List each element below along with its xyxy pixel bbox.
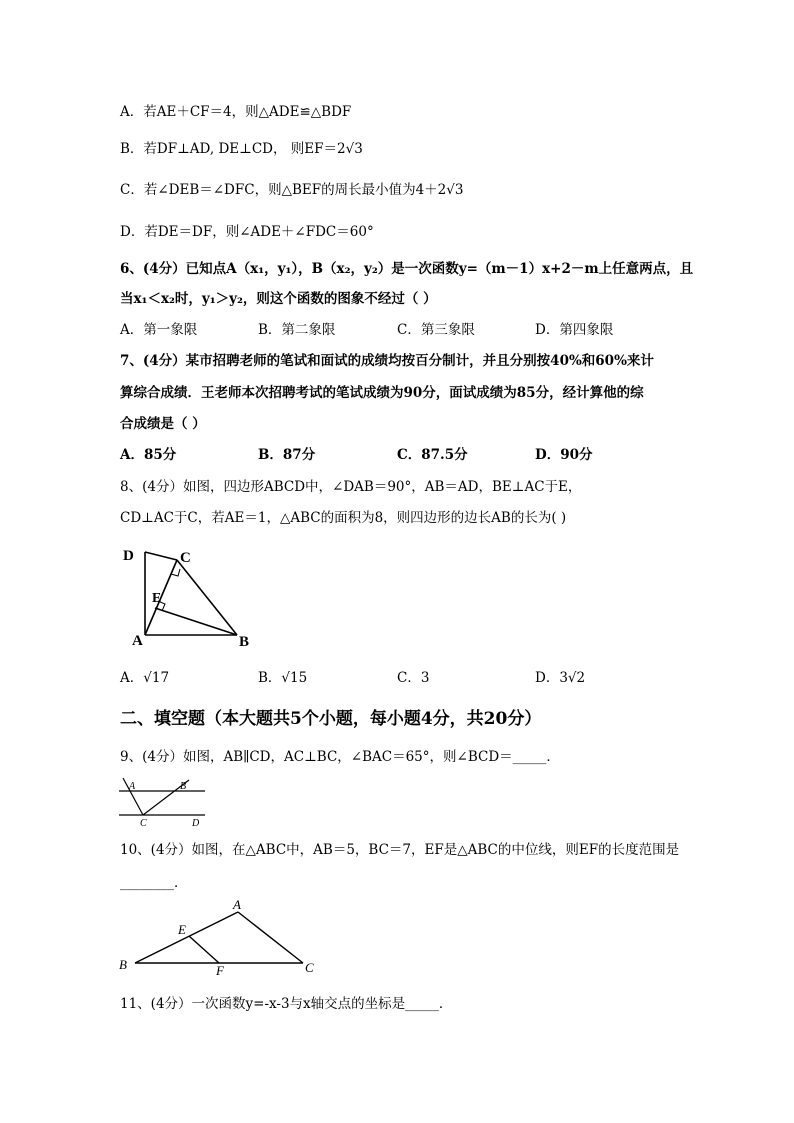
q6-option-a: A．第一象限 bbox=[120, 322, 198, 338]
q10-line2: ________． bbox=[120, 875, 188, 891]
q7-option-b: B．87分 bbox=[258, 447, 316, 463]
q8-figure bbox=[118, 544, 260, 650]
q9-label-c: C bbox=[140, 818, 147, 828]
q7-option-c: C．87.5分 bbox=[397, 447, 468, 463]
section-heading: 二、填空题（本大题共5个小题，每小题4分，共20分） bbox=[120, 709, 542, 729]
q9-label-a: A bbox=[129, 781, 136, 792]
q9-figure bbox=[115, 776, 210, 828]
q8-option-c: C．3 bbox=[397, 670, 430, 686]
prev-option-d: D．若DE＝DF，则∠ADE＋∠FDC＝60° bbox=[120, 224, 374, 240]
q8-label-a: A bbox=[132, 633, 143, 649]
q8-line2: CD⊥AC于C，若AE＝1，△ABC的面积为8，则四边形的边长AB的长为( ) bbox=[120, 510, 567, 526]
q10-line1: 10、(4分）如图，在△ABC中，AB＝5，BC＝7，EF是△ABC的中位线，则EF的长度范围是 bbox=[120, 842, 680, 858]
q11-text: 11、(4分）一次函数y=-x-3与x轴交点的坐标是_____． bbox=[120, 996, 453, 1012]
q9-label-b: B bbox=[180, 781, 187, 792]
q7-option-a: A．85分 bbox=[120, 447, 177, 463]
q10-label-c: C bbox=[305, 960, 314, 975]
q8-label-c: C bbox=[180, 550, 191, 566]
q10-label-b: B bbox=[119, 957, 127, 972]
q10-label-f: F bbox=[216, 963, 224, 977]
q7-line3: 合成绩是（ ） bbox=[120, 416, 206, 432]
q7-line1: 7、(4分）某市招聘老师的笔试和面试的成绩均按百分制计，并且分别按40%和60%来计 bbox=[120, 353, 654, 369]
q8-label-b: B bbox=[239, 634, 250, 650]
q6-option-c: C．第三象限 bbox=[397, 322, 475, 338]
q8-edge-dc bbox=[145, 552, 177, 560]
q6-line1: 6、(4分）已知点A（x₁，y₁），B（x₂，y₂）是一次函数y=（m－1）x+2－m上任意两点，且 bbox=[120, 261, 694, 277]
q7-option-d: D．90分 bbox=[535, 447, 593, 463]
q10-edge-ef bbox=[189, 936, 219, 963]
q8-edge-be bbox=[155, 608, 237, 635]
q8-option-d: D．3√2 bbox=[535, 670, 586, 686]
q8-label-d: D bbox=[123, 548, 134, 564]
q10-figure bbox=[115, 895, 325, 977]
q8-edge-bc bbox=[177, 560, 237, 635]
q8-option-a: A．√17 bbox=[120, 670, 170, 686]
q6-option-b: B．第二象限 bbox=[258, 322, 336, 338]
q6-line2: 当x₁＜x₂时，y₁＞y₂，则这个函数的图象不经过（ ） bbox=[120, 291, 437, 307]
q10-label-a: A bbox=[233, 897, 241, 912]
q9-text: 9、(4分）如图，AB∥CD，AC⊥BC，∠BAC＝65°，则∠BCD＝_____． bbox=[120, 749, 560, 765]
q6-option-d: D．第四象限 bbox=[535, 322, 614, 338]
q10-edge-ac bbox=[238, 912, 303, 963]
q8-label-e: E bbox=[152, 591, 162, 606]
q8-option-b: B．√15 bbox=[258, 670, 308, 686]
q10-edge-ba bbox=[135, 912, 238, 963]
q7-line2: 算综合成绩．王老师本次招聘考试的笔试成绩为90分，面试成绩为85分，经计算他的综 bbox=[120, 385, 644, 401]
prev-option-a: A．若AE＋CF＝4，则△ADE≌△BDF bbox=[120, 104, 352, 120]
prev-option-b: B．若DF⊥AD, DE⊥CD， 则EF＝2√3 bbox=[120, 141, 363, 157]
q8-line1: 8、(4分）如图，四边形ABCD中，∠DAB＝90°，AB＝AD，BE⊥AC于E， bbox=[120, 479, 582, 495]
prev-option-c: C．若∠DEB＝∠DFC，则△BEF的周长最小值为4＋2√3 bbox=[120, 182, 464, 198]
q9-label-d: D bbox=[192, 818, 200, 828]
q10-label-e: E bbox=[178, 922, 186, 937]
